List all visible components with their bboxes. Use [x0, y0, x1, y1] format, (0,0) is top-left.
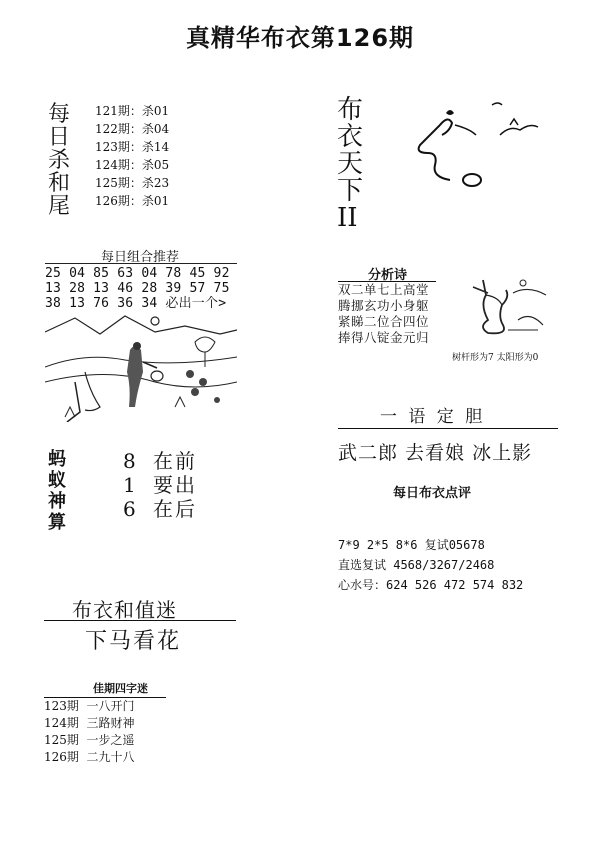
list-item: 125期 一步之遥 — [44, 733, 135, 747]
poem-line: 腾挪玄功小身躯 — [338, 298, 430, 313]
ant-number: 1 — [123, 473, 136, 497]
combo-title: 每日组合推荐 — [100, 250, 179, 265]
poem-line: 紧睇二位合四位 — [338, 314, 430, 329]
daily-kill-heading-char: 和 — [48, 171, 71, 196]
ant-number: 6 — [123, 497, 136, 521]
buyi-tianxia-char: 布 — [337, 95, 364, 125]
daily-kill-heading — [48, 103, 72, 218]
daily-kill-heading-char: 日 — [48, 125, 71, 150]
analysis-poem-title: 分析诗 — [367, 268, 407, 283]
combo-row: 38 13 76 36 34 必出一个> — [45, 296, 227, 311]
list-item: 124期 三路财神 — [44, 716, 135, 730]
ant-word: 要出 — [153, 473, 197, 497]
ant-word: 在后 — [153, 497, 197, 521]
list-item: 123期：杀14 — [95, 140, 170, 154]
ant-heading — [48, 449, 72, 533]
ant-number: 8 — [123, 449, 136, 473]
poem-line: 双二单七上高堂 — [338, 282, 430, 297]
yiyu-title: 一 语 定 胆 — [380, 407, 486, 427]
buyi-tianxia-heading — [337, 97, 367, 232]
ant-heading-char: 算 — [48, 512, 66, 533]
ant-heading-char: 神 — [48, 491, 66, 512]
daily-kill-heading-char: 杀 — [48, 148, 71, 173]
ant-word: 在前 — [153, 449, 197, 473]
list-item: 125期：杀23 — [95, 176, 170, 190]
ant-heading-char: 蚂 — [48, 449, 66, 470]
daily-kill-list — [95, 102, 169, 210]
list-item: 121期：杀01 — [95, 104, 170, 118]
daily-kill-heading-char: 每 — [48, 102, 71, 127]
review-line: 直选复试 4568/3267/2468 — [338, 558, 495, 572]
review-line: 7*9 2*5 8*6 复试05678 — [338, 538, 485, 552]
tree-sun-illustration — [458, 275, 558, 340]
list-item: 123期 一八开门 — [44, 699, 135, 713]
list-item: 122期：杀04 — [95, 122, 170, 136]
list-item: 126期：杀01 — [95, 194, 170, 208]
divider — [338, 428, 558, 429]
poem-caption: 树杆形为7 太阳形为0 — [452, 353, 539, 363]
calligraphy-sketch-image — [410, 95, 560, 195]
list-item: 124期：杀05 — [95, 158, 170, 172]
buyi-riddle-answer: 下马看花 — [85, 629, 182, 654]
buyi-tianxia-char: 衣 — [337, 122, 364, 152]
daily-kill-heading-char: 尾 — [48, 194, 71, 219]
landscape-illustration — [45, 312, 237, 422]
poem-line: 捧得八锭金元归 — [338, 330, 430, 345]
buyi-riddle-title: 布衣和值迷 — [72, 598, 177, 622]
yiyu-phrase: 武二郎 去看娘 冰上影 — [338, 442, 533, 464]
four-char-list — [44, 698, 135, 766]
buyi-tianxia-char: 天 — [337, 149, 364, 179]
buyi-tianxia-roman: II — [337, 203, 358, 233]
divider — [45, 263, 237, 264]
review-title: 每日布衣点评 — [393, 486, 472, 501]
combo-row: 13 28 13 46 28 39 57 75 — [45, 281, 230, 296]
four-char-title: 佳期四字迷 — [93, 682, 148, 695]
combo-row: 25 04 85 63 04 78 45 92 — [45, 266, 230, 281]
review-line: 心水号：624 526 472 574 832 — [338, 578, 524, 592]
divider — [44, 620, 236, 621]
ant-heading-char: 蚁 — [48, 470, 66, 491]
buyi-tianxia-char: 下 — [337, 176, 364, 206]
list-item: 126期 二九十八 — [44, 750, 135, 764]
page-title: 真精华布衣第126期 — [185, 24, 415, 52]
